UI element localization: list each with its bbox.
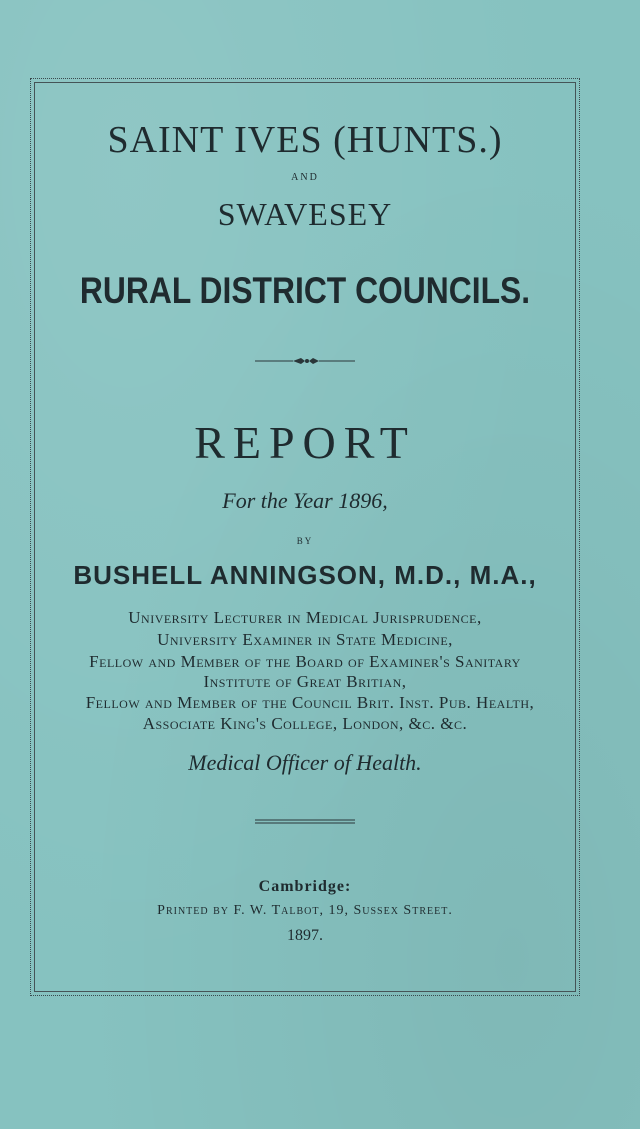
fleuron-ornament-icon: [255, 356, 355, 366]
by-label: BY: [296, 536, 314, 546]
imprint-year: 1897.: [287, 927, 323, 944]
author-credential: Fellow and Member of the Board of Examiner's Sanitary: [89, 652, 521, 671]
imprint-printer: Printed by F. W. Talbot, 19, Sussex Street.: [157, 903, 453, 918]
report-year: For the Year 1896,: [222, 488, 388, 513]
author-office: Medical Officer of Health.: [188, 750, 422, 775]
author-credential: Fellow and Member of the Council Brit. Inst. Pub. Health,: [85, 693, 535, 712]
double-rule-divider: [255, 818, 355, 826]
report-heading: REPORT: [194, 417, 416, 468]
author-credential: Institute of Great Britian,: [203, 672, 407, 691]
council-title-line-2: SWAVESEY: [217, 196, 393, 232]
council-title-conjunction: AND: [291, 172, 319, 183]
author-credential: University Lecturer in Medical Jurisprudence,: [128, 608, 482, 627]
author-credential: Associate King's College, London, &c. &c.: [142, 714, 468, 733]
author-name: BUSHELL ANNINGSON, M.D., M.A.,: [73, 560, 537, 590]
council-title-line-3: RURAL DISTRICT COUNCILS.: [79, 270, 531, 311]
author-credential: University Examiner in State Medicine,: [157, 630, 453, 649]
imprint-place: Cambridge:: [258, 878, 352, 895]
council-title-line-1: SAINT IVES (HUNTS.): [107, 119, 503, 161]
